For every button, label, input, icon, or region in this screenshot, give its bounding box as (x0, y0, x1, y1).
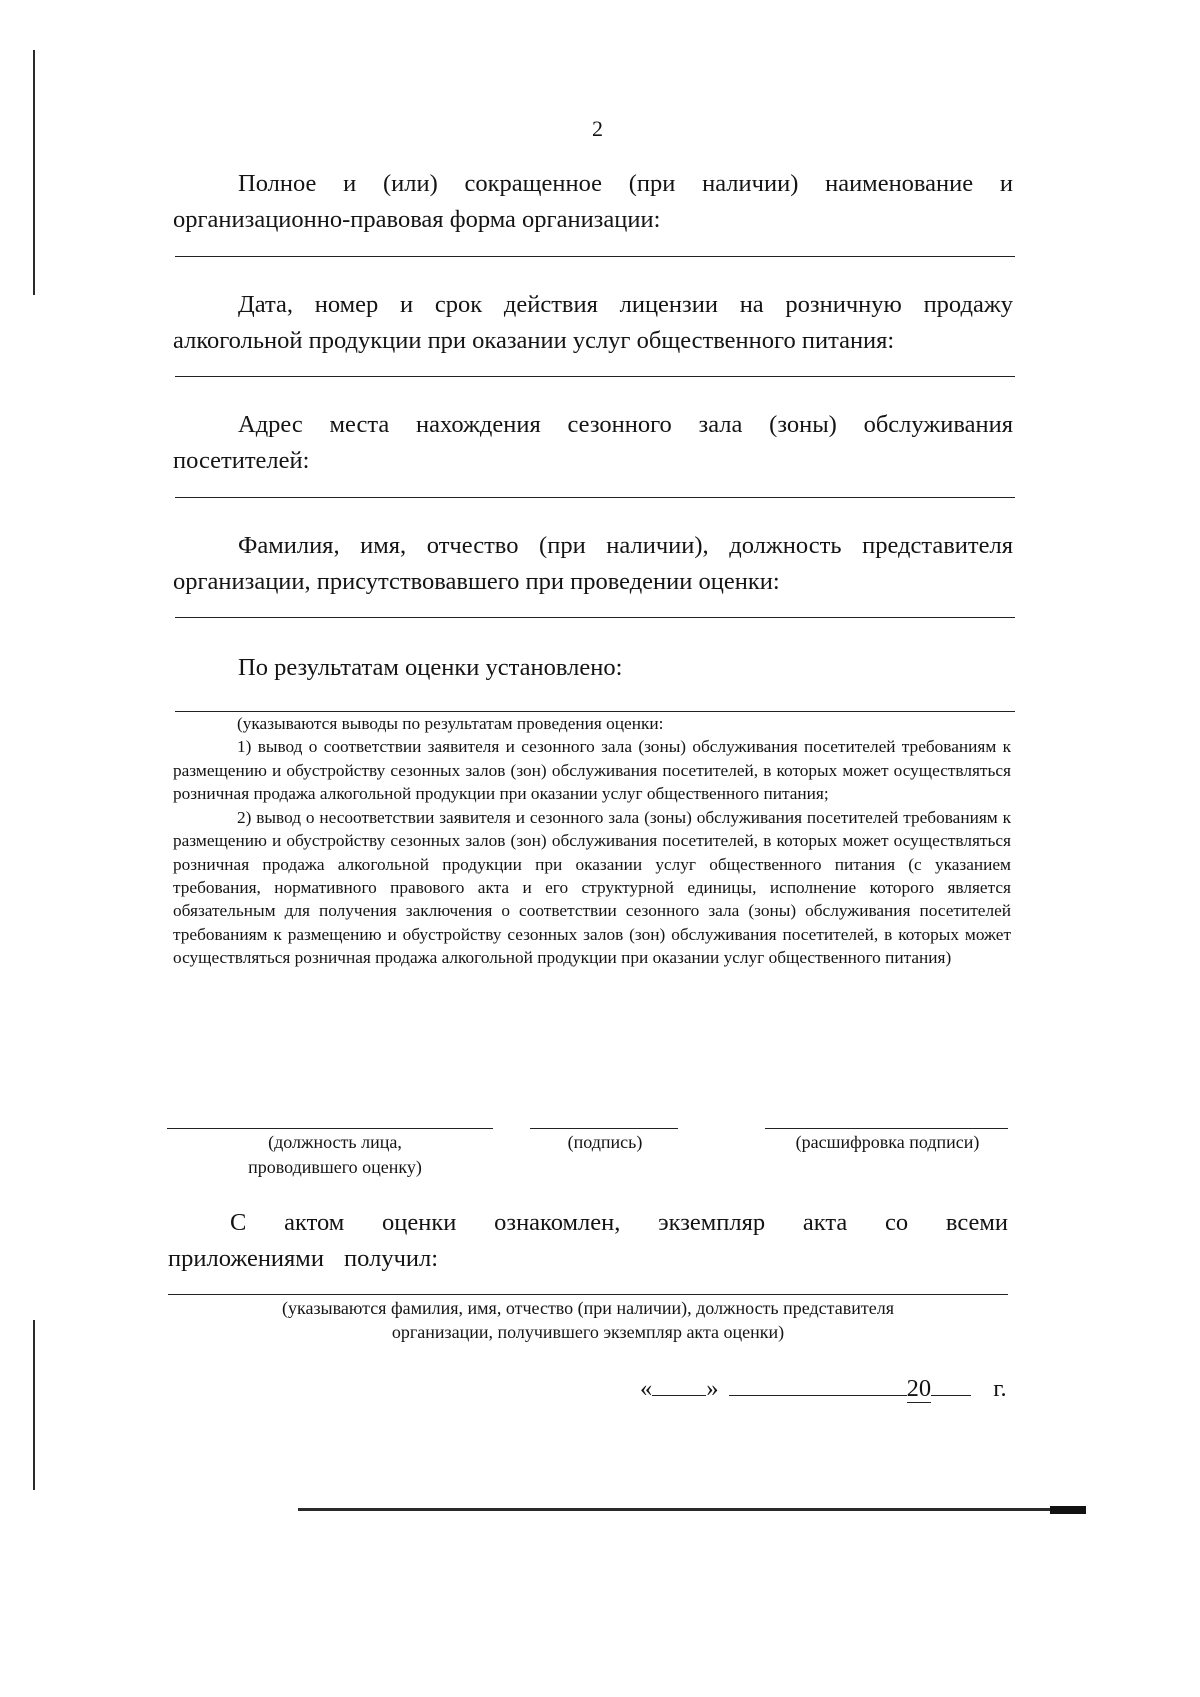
date-open-quote: « (640, 1375, 653, 1402)
conclusions-note-item-1: 1) вывод о соответствии заявителя и сезонного зала (зоны) обслуживания посетителей требованиям к размещению и обустройству сезонных залов (зон) обслуживания посетителей, в которых может осуществляться розничная продажа алкогольной продукции при оказании услуг общественного питания; (173, 737, 1011, 804)
signature-caption-signature: (подпись) (567, 1132, 643, 1152)
signature-caption-decoding: (расшифровка подписи) (795, 1132, 980, 1152)
acknowledgement-line (168, 1294, 1008, 1295)
field-label-representative: Фамилия, имя, отчество (при наличии), должность представителя организации, присутствовавшего при проведении оценки: (173, 532, 1013, 595)
signature-caption-position: (должность лица, проводившего оценку) (248, 1132, 422, 1178)
acknowledgement-text: С актом оценки ознакомлен, экземпляр акта со всеми приложениями получил: (168, 1209, 1008, 1272)
conclusions-note-intro: (указываются выводы по результатам проведения оценки: (237, 714, 664, 733)
conclusions-note (173, 712, 1011, 970)
scan-margin-mark (33, 50, 35, 295)
date-year-suffix: г. (993, 1375, 1007, 1402)
scan-bottom-edge (298, 1508, 1086, 1511)
date-month-blank (729, 1373, 907, 1396)
field-line-organization-name (175, 256, 1015, 257)
field-line-license (175, 376, 1015, 377)
field-line-representative (175, 617, 1015, 618)
date-day-blank (652, 1373, 706, 1396)
acknowledgement-caption: (указываются фамилия, имя, отчество (при наличии), должность представителя организации, получившего экземпляр акта оценки) (281, 1298, 894, 1343)
date-close-quote: » (706, 1375, 719, 1402)
date-year-prefix: 20 (906, 1375, 932, 1402)
signature-line-position (167, 1128, 493, 1129)
scan-margin-mark (33, 1320, 35, 1490)
field-line-address (175, 497, 1015, 498)
field-label-license: Дата, номер и срок действия лицензии на розничную продажу алкогольной продукции при оказании услуг общественного питания: (173, 291, 1013, 354)
conclusions-note-item-2: 2) вывод о несоответствии заявителя и сезонного зала (зоны) обслуживания посетителей требованиям к размещению и обустройству сезонных залов (зон) обслуживания посетителей, в которых может осуществляться розничная продажа алкогольной продукции при оказании услуг общественного питания (с указанием требования, нормативного правового акта и его структурной единицы, исполнение которого является обязательным для получения заключения о соответствии сезонного зала (зоны) обслуживания посетителей требованиям к размещению и обустройству сезонных залов (зон) обслуживания посетителей, в которых может осуществляться розничная продажа алкогольной продукции при оказании услуг общественного питания) (173, 807, 1011, 968)
signature-line-signature (530, 1128, 678, 1129)
date-year-blank (931, 1373, 971, 1396)
date-line (640, 1373, 1007, 1403)
signature-line-decoding (765, 1128, 1008, 1129)
page-number: 2 (592, 116, 603, 141)
scan-bottom-edge (1050, 1506, 1086, 1514)
field-label-results: По результатам оценки установлено: (238, 654, 623, 681)
field-label-address: Адрес места нахождения сезонного зала (зоны) обслуживания посетителей: (173, 411, 1013, 474)
field-label-organization-name: Полное и (или) сокращенное (при наличии) наименование и организационно-правовая форма организации: (173, 170, 1013, 233)
